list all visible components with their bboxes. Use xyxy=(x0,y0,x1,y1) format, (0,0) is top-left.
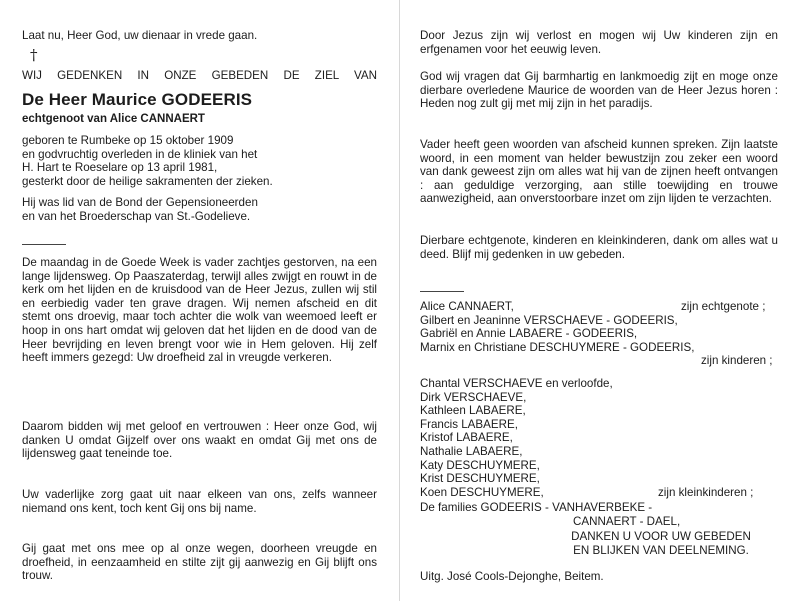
grandchildren-role: zijn kleinkinderen ; xyxy=(658,485,754,499)
paragraph-2: Daarom bidden wij met geloof en vertrouwen : Heer onze God, wij danken U omdat Gijzelf over ons waakt en omdat Gij met ons de lijdensweg gaat teneinde toe. xyxy=(22,420,377,461)
deceased-name: De Heer Maurice GODEERIS xyxy=(22,90,253,109)
children-role-row xyxy=(420,354,778,368)
families-line: De families GODEERIS - VANHAVERBEKE - xyxy=(420,501,653,514)
paragraph-6: God wij vragen dat Gij barmhartig en lankmoedig zijt en moge onze dierbare overledene Maurice de woorden van de Heer Jezus horen : Heden nog zult gij met mij zijn in het paradijs. xyxy=(420,70,778,111)
bio-line: en godvruchtig overleden in de kliniek van het xyxy=(22,147,258,161)
paragraph-3: Uw vaderlijke zorg gaat uit naar elkeen van ons, zelfs wanneer niemand ons kent, toch kent Gij ons bij name. xyxy=(22,488,377,515)
child-row: Gabriël en Annie LABAERE - GODEERIS, xyxy=(420,327,638,341)
grandchild-row: Katy DESCHUYMERE, xyxy=(420,458,540,472)
families-line: CANNAERT - DAEL, xyxy=(573,514,681,528)
printer-credit: Uitg. José Cools-Dejonghe, Beitem. xyxy=(420,570,604,583)
membership-line: en van het Broederschap van St.-Godelieve. xyxy=(22,209,251,223)
grandchild-row: Francis LABAERE, xyxy=(420,417,518,431)
paragraph-5: Door Jezus zijn wij verlost en mogen wij Uw kinderen zijn en erfgenamen voor het eeuwig leven. xyxy=(420,29,778,56)
thanks-line: EN BLIJKEN VAN DEELNEMING. xyxy=(573,543,749,557)
grandchild-row: Dirk VERSCHAEVE, xyxy=(420,390,527,404)
bio-line: geboren te Rumbeke op 15 oktober 1909 xyxy=(22,134,234,147)
families-block xyxy=(420,501,778,528)
thanks-block xyxy=(532,530,790,557)
section-divider xyxy=(22,244,66,245)
membership xyxy=(22,196,377,223)
grandchild-row: Chantal VERSCHAEVE en verloofde, xyxy=(420,377,613,390)
spouse-row xyxy=(420,300,778,314)
spouse-name: Alice CANNAERT, xyxy=(420,300,514,313)
prayer-line: Laat nu, Heer God, uw dienaar in vrede gaan. xyxy=(22,29,258,42)
grandchild-row: Kathleen LABAERE, xyxy=(420,404,526,418)
grandchild-row: Krist DESCHUYMERE, xyxy=(420,472,540,486)
grandchild-row: Nathalie LABAERE, xyxy=(420,444,523,458)
membership-line: Hij was lid van de Bond der Gepensioneerden xyxy=(22,196,258,209)
grandchild-row: Koen DESCHUYMERE, zijn kleinkinderen ; xyxy=(420,485,754,499)
right-page xyxy=(400,0,800,601)
spouse-line: echtgenoot van Alice CANNAERT xyxy=(22,113,205,125)
grandchildren-list xyxy=(420,377,778,499)
children-role: zijn kinderen ; xyxy=(701,354,773,368)
spouse-role: zijn echtgenote ; xyxy=(681,300,766,313)
child-row: Marnix en Christiane DESCHUYMERE - GODEERIS, xyxy=(420,340,695,354)
paragraph-7: Vader heeft geen woorden van afscheid kunnen spreken. Zijn laatste woord, in een moment van helder bewustzijn zou zeker een woord van dank geweest zijn om alles wat hij van de zijnen heeft ontvangen : aan geduldige verzorging, aan stille toewijding en trouwe aanwezigheid, aan onverstoorbare inzet om zijn lijden te verzachten. xyxy=(420,138,778,206)
biography xyxy=(22,134,377,188)
grandchild-row: Kristof LABAERE, xyxy=(420,431,513,445)
bio-line: H. Hart te Roeselare op 13 april 1981, xyxy=(22,161,218,175)
cross-icon: † xyxy=(30,46,38,64)
bio-line: gesterkt door de heilige sakramenten der zieken. xyxy=(22,174,273,188)
section-divider xyxy=(420,291,464,292)
thanks-line: DANKEN U VOOR UW GEBEDEN xyxy=(571,530,751,543)
family-list xyxy=(420,300,778,368)
paragraph-4: Gij gaat met ons mee op al onze wegen, doorheen vreugde en droefheid, in eenzaamheid en stilte zijt gij aanwezig en Gij blijft ons trouw. xyxy=(22,542,377,583)
child-row: Gilbert en Jeaninne VERSCHAEVE - GODEERIS, xyxy=(420,313,678,327)
paragraph-8: Dierbare echtgenote, kinderen en kleinkinderen, dank om alles wat u deed. Blijf mij gedenken in uw gebeden. xyxy=(420,234,778,261)
paragraph-1: De maandag in de Goede Week is vader zachtjes gestorven, na een lange lijdensweg. Op Paaszaterdag, terwijl alles zwijgt en rouwt in de kerk om het lijden en de kruisdood van de Heer Jezus, zullen wij stil en eerbiedig vader ten grave dragen. Wij nemen afscheid en dit stemt ons droevig, maar toch achter die wolk van weemoed leeft er hoop in ons hart omdat wij geloven dat het lijden en de dood van de Heer bevrijding en leven brengt voor wie in Hem geloven. Hij zelf heeft immers gezegd: Uw droefheid zal in vreugde verkeren. xyxy=(22,256,377,365)
memorial-heading: WIJ GEDENKEN IN ONZE GEBEDEN DE ZIEL VAN xyxy=(22,69,377,82)
